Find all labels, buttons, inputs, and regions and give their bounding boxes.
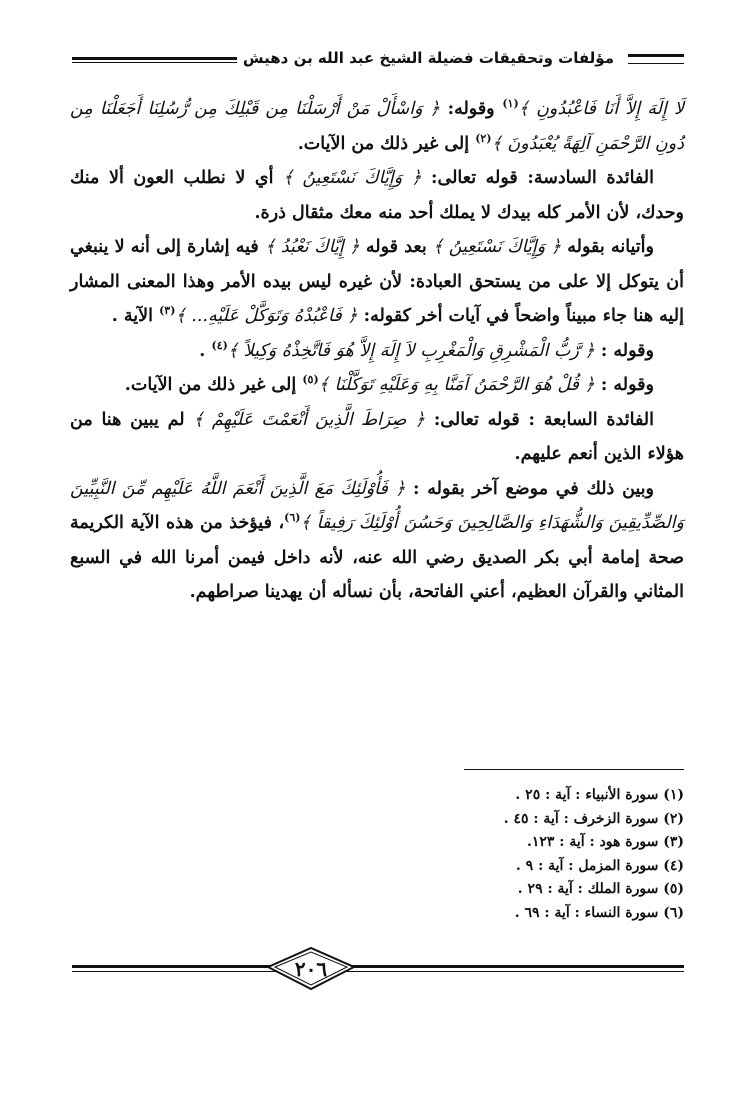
page-footer	[72, 947, 684, 995]
paragraph	[70, 230, 684, 334]
quran-quote: لَا إِلَهَ إِلاَّ أَنَا فَاعْبُدُونِ ﴾	[518, 99, 684, 119]
text-run: أي لا نطلب العون ألا منك وحدك، لأن الأمر كله بيدك لا يملك أحد منه معك مثقال ذرة.	[70, 168, 684, 223]
text-run: ، فيؤخذ من هذه الآية الكريمة صحة إمامة أبي بكر الصديق رضي الله عنه، لأنه داخل فيمن أمرنا الله في السبع المثاني والقرآن العظيم، أعني الفاتحة، بأن نسأله أن يهدينا صراطهم.	[70, 513, 684, 602]
footnote-item: (٣) سورة هود : آية : ١٢٣.	[527, 834, 684, 850]
footnote-ref: (٥)	[302, 373, 319, 387]
page-number-frame	[72, 947, 684, 995]
quran-quote: ﴿ إِيَّاكَ نَعْبُدُ ﴾	[264, 237, 360, 257]
paragraph	[70, 92, 684, 161]
footnote-ref: (٣)	[159, 304, 176, 318]
header-rule-end-mark	[628, 54, 684, 64]
main-text	[70, 92, 684, 610]
footnotes	[330, 784, 684, 925]
footnote-item: (٤) سورة المزمل : آية : ٩ .	[515, 857, 684, 874]
quran-quote: ﴿ قُلْ هُوَ الرَّحْمَنُ آمَنَّا بِهِ وَعَلَيْهِ تَوَكَّلْنَا ﴾	[318, 375, 595, 395]
quran-quote: ﴿ وَإِيَّاكَ نَسْتَعِينُ ﴾	[432, 237, 562, 257]
text-run: وأتيانه بقوله	[561, 237, 654, 257]
text-run: وقوله :	[594, 340, 654, 361]
quran-quote: ﴿ رَّبُّ الْمَشْرِقِ وَالْمَغْرِبِ لاَ إِلَهَ إِلاَّ هُوَ فَاتَّخِذْهُ وَكِيلاً ﴾	[227, 340, 595, 361]
text-run: إلى غير ذلك من الآيات.	[297, 133, 476, 154]
text-run: الفائدة السادسة: قوله تعالى:	[421, 168, 654, 188]
text-run: الفائدة السابعة : قوله تعالى:	[425, 409, 654, 430]
footnote-ref: (٢)	[475, 131, 492, 145]
paragraph	[70, 403, 684, 472]
text-run: لم يبين هنا من هؤلاء الذين أنعم عليهم.	[70, 409, 684, 464]
footnote-item: (٥) سورة الملك : آية : ٢٩ .	[517, 881, 684, 897]
footnote-separator	[464, 769, 684, 770]
footnote-ref: (٦)	[284, 511, 301, 525]
text-run: وبين ذلك في موضع آخر بقوله :	[405, 478, 654, 499]
text-run: إلى غير ذلك من الآيات.	[124, 375, 303, 395]
text-run: .	[199, 340, 212, 361]
header-title: مؤلفات وتحقيقات فضيلة الشيخ عبد الله بن دهيش	[237, 48, 620, 68]
quran-quote: ﴿ وَاسْأَلْ مَنْ أَرْسَلْنَا مِن قَبْلِكَ مِن رُّسُلِنَا أَجَعَلْنَا مِن دُونِ الرَّحْمَنِ آلِهَةً يُعْبَدُونَ ﴾	[70, 99, 684, 154]
page-number: ٢٠٦	[294, 957, 328, 981]
text-run: بعد قوله	[359, 237, 433, 257]
footnote-item: (٦) سورة النساء : آية : ٦٩ .	[514, 904, 684, 921]
quran-quote: ﴿ فَأُوْلَئِكَ مَعَ الَّذِينَ أَنْعَمَ اللَّهُ عَلَيْهِم مِّنَ النَّبِيِّينَ وَالصِّدِّيقِينَ وَالشُّهَدَاءِ وَالصَّالِحِينَ وَحَسُنَ أُوْلَئِكَ رَفِيقاً ﴾	[70, 478, 684, 533]
footnote-ref: (١)	[502, 97, 519, 111]
quran-quote: ﴿ فَاعْبُدْهُ وَتَوَكَّلْ عَلَيْهِ... ﴾	[175, 306, 358, 326]
text-run: الآية .	[111, 306, 160, 326]
paragraph	[70, 472, 684, 610]
text-run: وقوله:	[439, 99, 503, 119]
text-run: وقوله :	[594, 375, 654, 395]
paragraph	[70, 334, 684, 369]
footnote-item: (١) سورة الأنبياء : آية : ٢٥ .	[515, 787, 684, 803]
quran-quote: ﴿ وَإِيَّاكَ نَسْتَعِينُ ﴾	[283, 168, 422, 188]
paragraph	[70, 368, 684, 403]
footnote-item: (٢) سورة الزخرف : آية : ٤٥ .	[503, 810, 684, 827]
paragraph	[70, 161, 684, 230]
quran-quote: ﴿ صِرَاطَ الَّذِينَ أَنْعَمْتَ عَلَيْهِمْ ﴾	[193, 409, 426, 430]
footnote-ref: (٤)	[211, 338, 228, 352]
text-run: فيه إشارة إلى أنه لا ينبغي أن يتوكل إلا على من يستحق العبادة: لأن غيره ليس بيده الأمر وهذا المعنى المشار إليه هنا جاء مبيناً واضحاً في آيات أخر كقوله:	[70, 237, 684, 326]
page-header	[72, 44, 684, 74]
